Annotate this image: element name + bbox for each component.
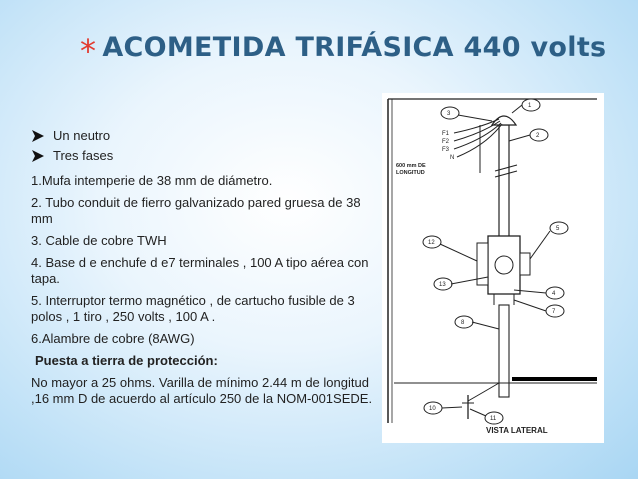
callout-1 bbox=[512, 99, 540, 113]
label-3: 3 bbox=[447, 111, 451, 117]
label-11: 11 bbox=[490, 416, 497, 422]
content-column bbox=[31, 128, 376, 413]
list-item: 3. Cable de cobre TWH bbox=[31, 233, 167, 248]
label-n: N bbox=[450, 155, 455, 161]
arrow-bullet-icon bbox=[31, 130, 45, 142]
list-item: 6.Alambre de cobre (8AWG) bbox=[31, 331, 195, 346]
callout-7 bbox=[514, 300, 564, 317]
label-12: 12 bbox=[428, 240, 435, 246]
label-8: 8 bbox=[461, 320, 465, 326]
length-label-line2: LONGITUD bbox=[396, 170, 425, 176]
arrow-bullet-icon bbox=[31, 150, 45, 162]
view-caption: VISTA LATERAL bbox=[486, 426, 548, 435]
label-10: 10 bbox=[429, 406, 436, 412]
installation-diagram bbox=[382, 93, 604, 443]
label-2: 2 bbox=[536, 133, 540, 139]
diagram-svg bbox=[382, 93, 604, 443]
callout-4 bbox=[514, 287, 564, 299]
list-item: 5. Interruptor termo magnético , de cartucho fusible de 3 polos , 1 tiro , 250 volts , 100 A . bbox=[31, 293, 355, 324]
label-f2: F2 bbox=[442, 139, 450, 145]
bullet-label: Un neutro bbox=[53, 128, 111, 143]
callout-11 bbox=[470, 409, 503, 424]
bullet-item bbox=[31, 128, 376, 144]
label-f1: F1 bbox=[442, 131, 450, 137]
length-label-line1: 600 mm DE bbox=[396, 163, 426, 169]
list-item: 2. Tubo conduit de fierro galvanizado pared gruesa de 38 mm bbox=[31, 195, 361, 226]
label-13: 13 bbox=[439, 282, 446, 288]
label-7: 7 bbox=[552, 309, 556, 315]
label-4: 4 bbox=[552, 291, 556, 297]
callout-2 bbox=[509, 129, 548, 141]
ground-text: No mayor a 25 ohms. Varilla de mínimo 2.44 m de longitud ,16 mm D de acuerdo al artículo 250 de la NOM-001SEDE. bbox=[31, 375, 373, 406]
label-5: 5 bbox=[556, 226, 560, 232]
list-item: 1.Mufa intemperie de 38 mm de diámetro. bbox=[31, 173, 273, 188]
ground-heading: Puesta a tierra de protección: bbox=[35, 353, 218, 368]
list-item: 4. Base d e enchufe d e7 terminales , 100 A tipo aérea con tapa. bbox=[31, 255, 369, 286]
bullet-item bbox=[31, 148, 376, 164]
label-f3: F3 bbox=[442, 147, 450, 153]
title-marker: * bbox=[80, 32, 97, 70]
bullet-label: Tres fases bbox=[53, 148, 114, 163]
callout-5 bbox=[530, 222, 568, 259]
title-text: ACOMETIDA TRIFÁSICA 440 volts bbox=[102, 32, 607, 63]
label-1: 1 bbox=[528, 103, 532, 109]
slide-title bbox=[80, 26, 607, 70]
